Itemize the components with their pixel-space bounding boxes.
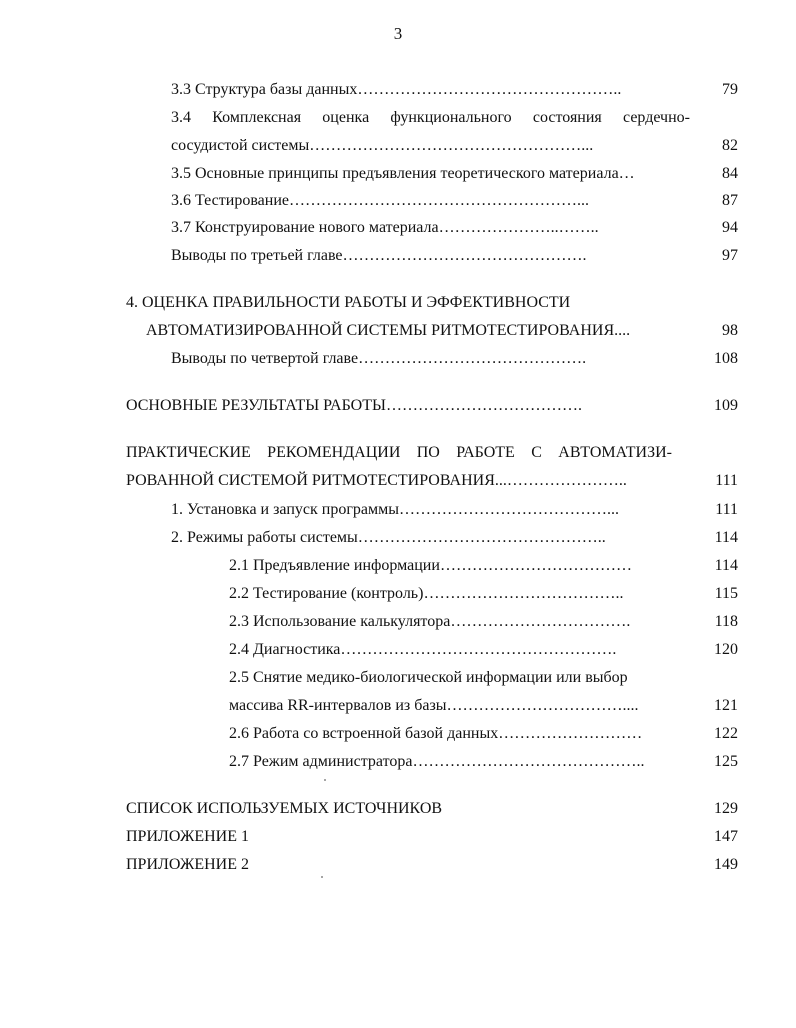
toc-leader-dots: …………………..…….. — [438, 219, 599, 236]
toc-entry-3-6 — [171, 191, 589, 211]
toc-entry-title: массива RR-интервалов из базы — [229, 697, 447, 714]
toc-page-number: 94 — [722, 219, 738, 236]
toc-entry-title: 3.5 Основные принципы предъявления теоретического материала — [171, 165, 619, 182]
toc-leader-dots: ……………………………………. — [358, 350, 587, 367]
scan-speck — [321, 876, 323, 878]
toc-page-number: 97 — [722, 247, 738, 264]
toc-entry-title: 2.4 Диагностика — [229, 641, 341, 658]
toc-entry-3-4-line1: 3.4 Комплексная оценка функционального состояния сердечно- — [171, 109, 690, 126]
toc-entry-practical-2-3 — [229, 612, 630, 632]
page-number: 3 — [393, 24, 403, 43]
toc-page-number: 87 — [722, 192, 738, 209]
toc-entry-chapter3-conclusions — [171, 246, 587, 266]
toc-entry-appendix-2: ПРИЛОЖЕНИЕ 2 — [126, 856, 250, 873]
toc-practical-line2 — [126, 471, 627, 491]
toc-entry-sources: СПИСОК ИСПОЛЬЗУЕМЫХ ИСТОЧНИКОВ — [126, 800, 443, 817]
toc-entry-practical-2-1 — [229, 556, 632, 576]
toc-page-number: 118 — [714, 613, 738, 630]
toc-leader-dots: ………………………………………………... — [289, 192, 589, 209]
toc-entry-title: 1. Установка и запуск программы — [171, 501, 399, 518]
toc-entry-title: АВТОМАТИЗИРОВАННОЙ СИСТЕМЫ РИТМОТЕСТИРОВАНИЯ — [146, 322, 615, 339]
toc-page-number: 121 — [714, 697, 738, 714]
toc-entry-title: Выводы по третьей главе — [171, 247, 343, 264]
toc-page-number: 111 — [715, 501, 738, 518]
toc-page-number: 125 — [714, 753, 738, 770]
toc-page-number: 120 — [714, 641, 738, 658]
toc-leader-dots: ………………………………. — [385, 397, 582, 414]
toc-page-number: 147 — [714, 828, 738, 845]
toc-entry-3-3 — [171, 80, 621, 100]
toc-entry-chapter4-conclusions — [171, 349, 586, 369]
toc-entry-title: РОВАННОЙ СИСТЕМОЙ РИТМОТЕСТИРОВАНИЯ — [126, 472, 495, 489]
toc-leader-dots: …………………………………….. — [412, 753, 645, 770]
toc-entry-title: 2.3 Использование калькулятора — [229, 613, 451, 630]
toc-page-number: 108 — [714, 350, 738, 367]
toc-entry-title: 2.1 Предъявление информации — [229, 557, 440, 574]
toc-page-number: 79 — [722, 81, 738, 98]
toc-entry-practical-2-5-line1: 2.5 Снятие медико-биологической информации или выбор — [229, 669, 628, 686]
toc-entry-main-results — [126, 396, 582, 416]
toc-leader-dots: ………………………………………….. — [357, 81, 622, 98]
toc-practical-line1: ПРАКТИЧЕСКИЕ РЕКОМЕНДАЦИИ ПО РАБОТЕ С АВТОМАТИЗИ- — [126, 444, 672, 461]
toc-leader-dots: ………………………………………. — [342, 247, 587, 264]
toc-entry-title: 2.2 Тестирование (контроль) — [229, 585, 424, 602]
toc-entry-practical-2-7 — [229, 752, 644, 772]
toc-entry-practical-2-6 — [229, 724, 642, 744]
toc-page-number: 82 — [722, 137, 738, 154]
scan-speck — [324, 779, 326, 781]
toc-entry-title: 2.6 Работа со встроенной базой данных — [229, 725, 499, 742]
toc-entry-practical-2-4 — [229, 640, 616, 660]
toc-chapter-4-line1: 4. ОЦЕНКА ПРАВИЛЬНОСТИ РАБОТЫ И ЭФФЕКТИВНОСТИ — [126, 294, 571, 311]
toc-page-number: 129 — [714, 800, 738, 817]
toc-entry-title: ОСНОВНЫЕ РЕЗУЛЬТАТЫ РАБОТЫ — [126, 397, 386, 414]
toc-entry-title: 3.7 Конструирование нового материала — [171, 219, 439, 236]
toc-entry-practical-1 — [171, 500, 619, 520]
toc-leader-dots: ……………………………………………. — [340, 641, 617, 658]
toc-page-number: 111 — [715, 472, 738, 489]
toc-entry-title: Выводы по четвертой главе — [171, 350, 359, 367]
toc-page-number: 122 — [714, 725, 738, 742]
toc-leader-dots: ……………………………….. — [423, 585, 624, 602]
toc-leader-dots: ……………………………………………... — [309, 137, 594, 154]
toc-page-number: 84 — [722, 165, 738, 182]
toc-leader-dots: ……………………………………….. — [357, 529, 606, 546]
toc-leader-dots: …………………………….... — [446, 697, 639, 714]
toc-entry-3-7 — [171, 218, 599, 238]
toc-page-number: 114 — [714, 529, 738, 546]
toc-entry-practical-2 — [171, 528, 606, 548]
toc-entry-title: 2.7 Режим администратора — [229, 753, 413, 770]
toc-leader-dots: .... — [614, 322, 631, 339]
toc-page-number: 115 — [714, 585, 738, 602]
toc-leader-dots: … — [618, 165, 635, 182]
toc-leader-dots: ……………………………… — [439, 557, 632, 574]
toc-entry-practical-2-2 — [229, 584, 623, 604]
toc-entry-practical-2-5-line2 — [229, 696, 639, 716]
toc-leader-dots: ……………………………. — [450, 613, 631, 630]
toc-entry-appendix-1: ПРИЛОЖЕНИЕ 1 — [126, 828, 250, 845]
toc-entry-3-4-line2 — [171, 136, 593, 156]
toc-leader-dots: ……………………… — [498, 725, 643, 742]
toc-entry-title: 2. Режимы работы системы — [171, 529, 358, 546]
toc-leader-dots: ...………………….. — [494, 472, 627, 489]
toc-page-number: 98 — [722, 322, 738, 339]
toc-page-number: 109 — [714, 397, 738, 414]
toc-page-number: 114 — [714, 557, 738, 574]
toc-entry-title: 3.6 Тестирование — [171, 192, 289, 209]
toc-page-number: 149 — [714, 856, 738, 873]
toc-entry-3-5 — [171, 164, 635, 184]
toc-entry-title: сосудистой системы — [171, 137, 310, 154]
toc-entry-title: 3.3 Структура базы данных — [171, 81, 358, 98]
toc-leader-dots: …………………………………... — [398, 501, 619, 518]
toc-chapter-4-line2 — [146, 321, 630, 341]
